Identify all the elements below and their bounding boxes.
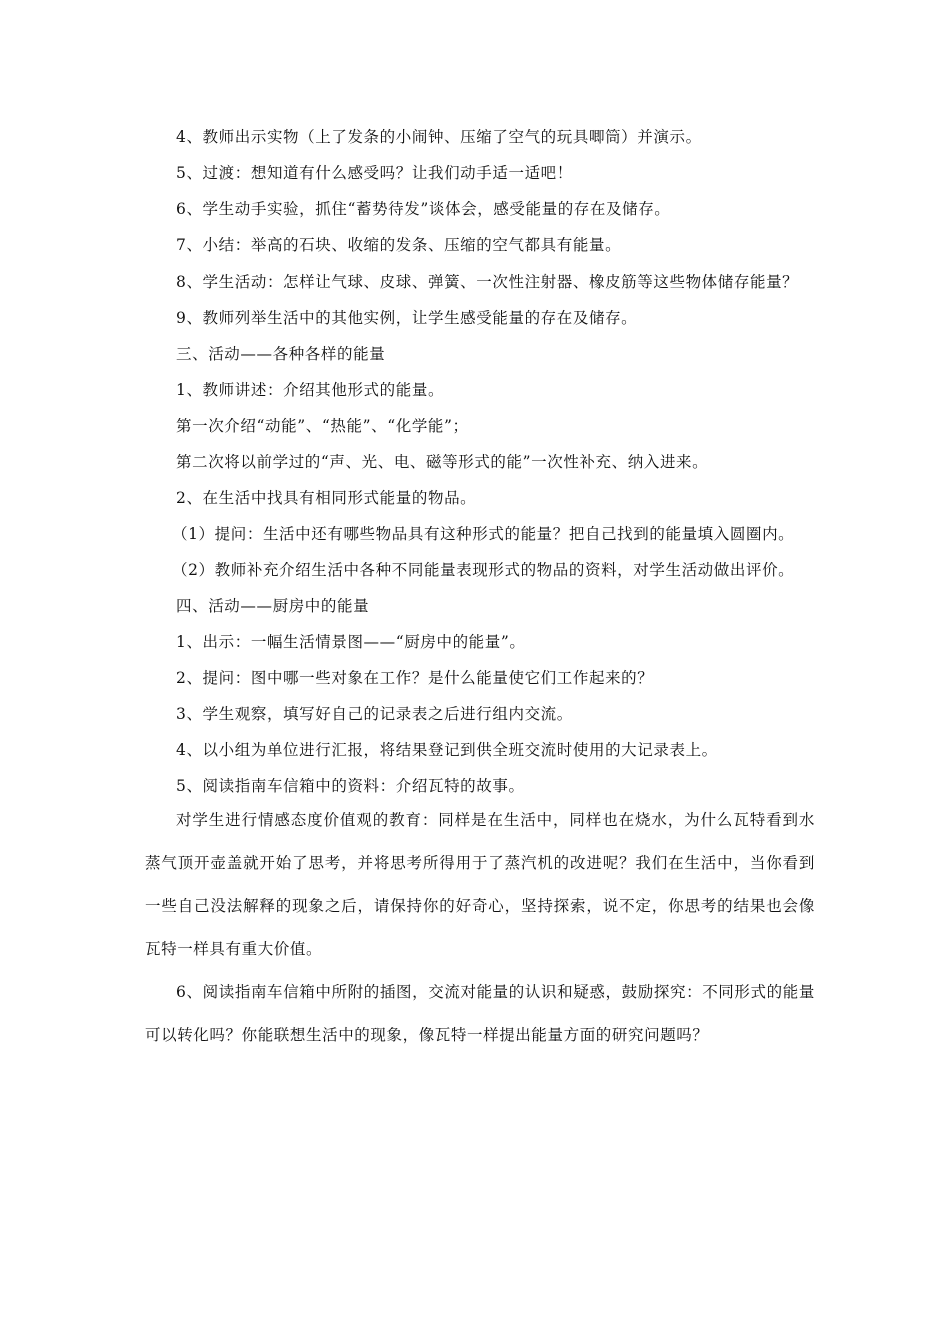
text-line: 2、提问：图中哪一些对象在工作？是什么能量使它们工作起来的？ bbox=[176, 669, 654, 687]
text-line: （2）教师补充介绍生活中各种不同能量表现形式的物品的资料，对学生活动做出评价。 bbox=[172, 561, 795, 579]
text-line: 1、教师讲述：介绍其他形式的能量。 bbox=[176, 381, 445, 399]
text-line: 7、小结：举高的石块、收缩的发条、压缩的空气都具有能量。 bbox=[176, 236, 622, 254]
text-line: 第二次将以前学过的“声、光、电、磁等形式的能”一次性补充、纳入进来。 bbox=[176, 453, 709, 471]
text-line: （1）提问：生活中还有哪些物品具有这种形式的能量？把自己找到的能量填入圆圈内。 bbox=[172, 525, 795, 543]
text-line: 1、出示：一幅生活情景图——“厨房中的能量”。 bbox=[176, 633, 526, 651]
section-heading: 四、活动——厨房中的能量 bbox=[176, 597, 370, 615]
text-line: 4、以小组为单位进行汇报，将结果登记到供全班交流时使用的大记录表上。 bbox=[176, 741, 718, 759]
text-line: 6、学生动手实验，抓住“蓄势待发”谈体会，感受能量的存在及储存。 bbox=[176, 200, 671, 218]
text-line: 2、在生活中找具有相同形式能量的物品。 bbox=[176, 489, 477, 507]
text-line: 5、阅读指南车信箱中的资料：介绍瓦特的故事。 bbox=[176, 777, 525, 795]
paragraph: 6、阅读指南车信箱中所附的插图，交流对能量的认识和疑惑，鼓励探究：不同形式的能量可以转化吗？你能联想生活中的现象，像瓦特一样提出能量方面的研究问题吗？ bbox=[145, 983, 815, 1044]
text-line: 第一次介绍“动能”、“热能”、“化学能”； bbox=[176, 417, 469, 435]
text-line: 3、学生观察，填写好自己的记录表之后进行组内交流。 bbox=[176, 705, 573, 723]
text-line: 5、过渡：想知道有什么感受吗？让我们动手适一适吧！ bbox=[176, 164, 573, 182]
text-line: 8、学生活动：怎样让气球、皮球、弹簧、一次性注射器、橡皮筋等这些物体储存能量？ bbox=[176, 273, 799, 291]
text-line: 9、教师列举生活中的其他实例，让学生感受能量的存在及储存。 bbox=[176, 309, 638, 327]
section-heading: 三、活动——各种各样的能量 bbox=[176, 345, 386, 363]
paragraph: 对学生进行情感态度价值观的教育：同样是在生活中，同样也在烧水，为什么瓦特看到水蒸气顶开壶盖就开始了思考，并将思考所得用于了蒸汽机的改进呢？我们在生活中，当你看到一些自己没法解释的现象之后，请保持你的好奇心，坚持探索，说不定，你思考的结果也会像瓦特一样具有重大价值。 bbox=[145, 811, 815, 958]
text-line: 4、教师出示实物（上了发条的小闹钟、压缩了空气的玩具唧筒）并演示。 bbox=[176, 128, 702, 146]
